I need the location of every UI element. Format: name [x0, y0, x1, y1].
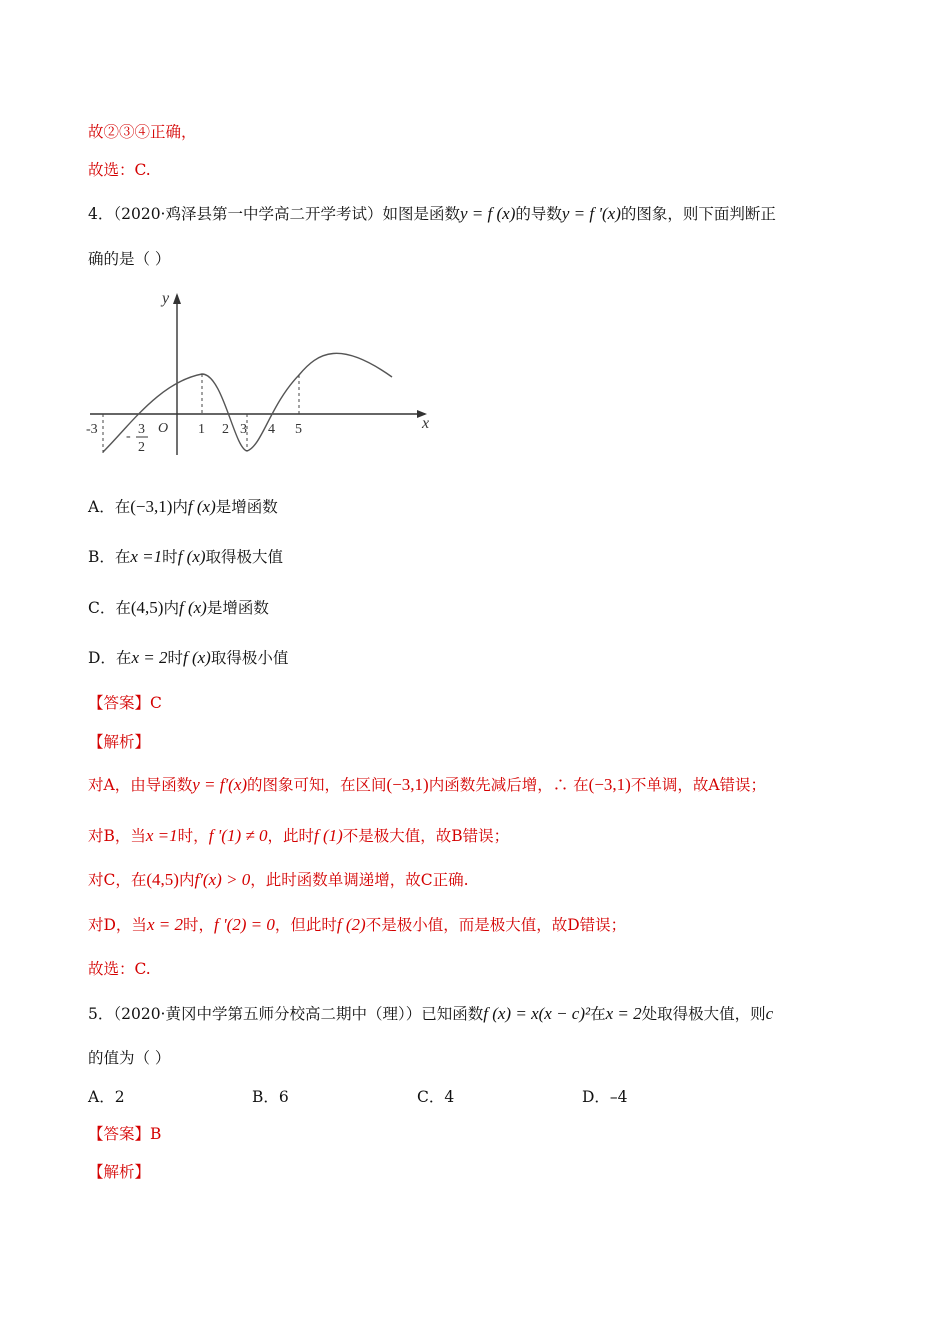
derivative-graph: [84, 288, 444, 463]
origin-label: O: [158, 421, 169, 436]
tick-label-3: 3: [240, 422, 247, 437]
answer-label-5: 【答案】B: [88, 1125, 162, 1143]
q5-option-d: D．–4: [582, 1088, 628, 1106]
y-axis-label: y: [162, 290, 170, 307]
tick-label-1: 1: [198, 422, 205, 437]
option-c: C．在(4,5)内f (x)是增函数: [88, 598, 269, 617]
explanation-c: 对C，在(4,5)内f′(x) > 0，此时函数单调递增，故C正确.: [88, 870, 469, 889]
x-axis-label: x: [422, 415, 430, 432]
analysis-title-4: 【解析】: [88, 733, 151, 751]
conclusion-line-2: 故选：C.: [88, 161, 151, 179]
q5-option-b: B．6: [252, 1088, 289, 1106]
tick-label-neg3: -3: [86, 422, 98, 437]
tick-label-5: 5: [295, 422, 302, 437]
option-a: A．在(−3,1)内f (x)是增函数: [88, 497, 278, 516]
conclusion-line-1: 故②③④正确，: [88, 123, 197, 141]
explanation-b: 对B，当x =1时，f '(1) ≠ 0，此时f (1)不是极大值，故B错误；: [88, 826, 510, 845]
analysis-title-5: 【解析】: [88, 1163, 151, 1181]
answer-label-4: 【答案】C: [88, 694, 162, 712]
q5-option-c: C．4: [417, 1088, 455, 1106]
question-4-stem-line2: 确的是（ ）: [88, 250, 171, 268]
explanation-d: 对D，当x = 2时，f '(2) = 0，但此时f (2)不是极小值，而是极大值，故D错误；: [88, 915, 627, 934]
question-5-stem-line2: 的值为（ ）: [88, 1049, 171, 1067]
tick-label-frac-den: 2: [138, 440, 145, 455]
tick-label-frac-num: 3: [138, 422, 145, 437]
question-4-stem: 4．（2020·鸡泽县第一中学高二开学考试）如图是函数y = f (x)的导数y = f '(x)的图象，则下面判断正: [88, 204, 776, 223]
tick-label-4: 4: [268, 422, 275, 437]
option-b: B．在x =1时f (x)取得极大值: [88, 547, 284, 566]
tick-label-2: 2: [222, 422, 229, 437]
tick-label-neg-sign: -: [126, 429, 131, 444]
option-d: D．在x = 2时f (x)取得极小值: [88, 648, 289, 667]
q5-option-a: A．2: [88, 1088, 125, 1106]
explanation-a: 对A，由导函数y = f′(x)的图象可知，在区间(−3,1)内函数先减后增，∴ 在(−3,1)不单调，故A错误；: [88, 775, 767, 794]
question-5-stem: 5．（2020·黄冈中学第五师分校高二期中（理））已知函数f (x) = x(x − c)²在x = 2处取得极大值，则c: [88, 1004, 774, 1023]
y-axis-arrow: [173, 293, 181, 304]
conclusion-4: 故选：C.: [88, 960, 151, 978]
